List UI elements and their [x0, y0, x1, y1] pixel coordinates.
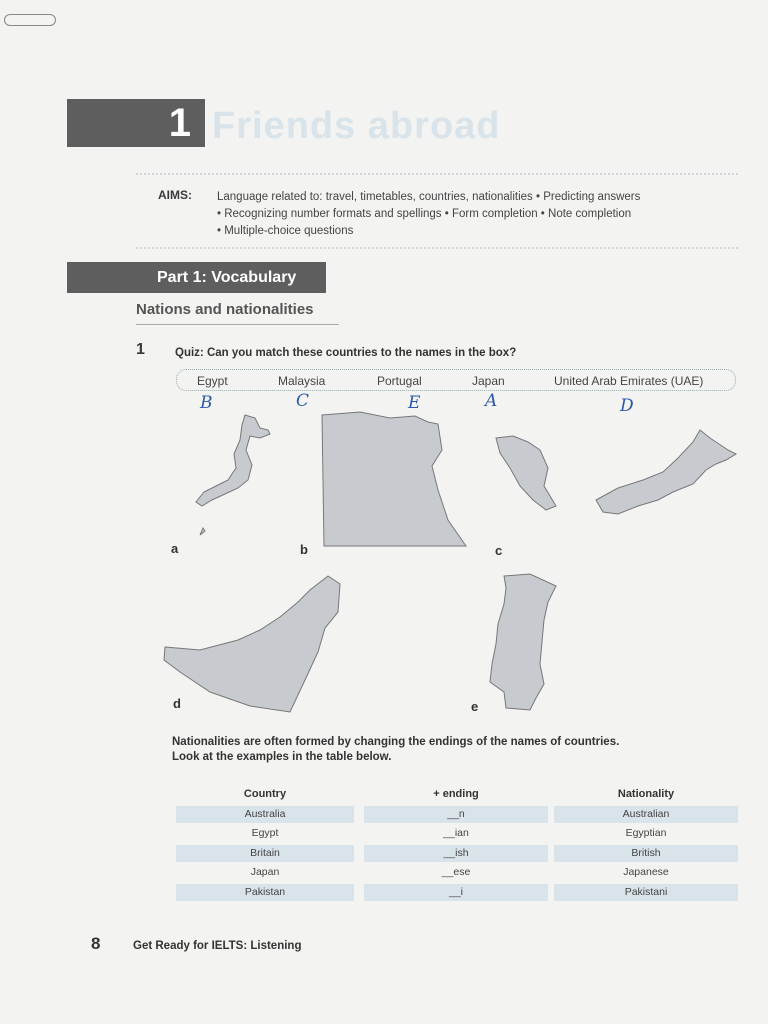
table-row — [176, 845, 738, 865]
country-portugal: Portugal — [377, 374, 422, 388]
chapter-number: 1 — [67, 99, 205, 147]
aims-line: • Recognizing number formats and spellings • Form completion • Note completion — [217, 208, 632, 220]
map-label: a — [171, 541, 179, 556]
table-cell: Japan — [250, 866, 280, 879]
table-row — [176, 806, 738, 826]
map-uae-icon — [160, 572, 345, 717]
table-cell: Australian — [554, 806, 738, 823]
country-uae: United Arab Emirates (UAE) — [554, 374, 704, 388]
table-cell: __ese — [441, 866, 471, 879]
map-japan-icon — [190, 410, 275, 540]
handwritten-answer: C — [296, 391, 310, 411]
table-cell: Britain — [176, 845, 354, 862]
country-malaysia: Malaysia — [278, 374, 326, 388]
question-number: 1 — [136, 341, 145, 358]
table-cell: Pakistani — [554, 884, 738, 901]
table-cell: __ian — [443, 827, 469, 840]
aims-label: AIMS: — [158, 188, 192, 202]
question-text: Quiz: Can you match these countries to the names in the box? — [175, 347, 517, 359]
chapter-title: Friends abroad — [212, 105, 501, 147]
aims-text — [217, 189, 727, 240]
table-header: + ending — [433, 788, 479, 800]
aims-line: Language related to: travel, timetables, countries, nationalities • Predicting answers — [217, 191, 641, 203]
map-portugal-icon — [486, 572, 561, 714]
table-row — [176, 884, 738, 904]
table-cell: __i — [364, 884, 548, 901]
aims-line: • Multiple-choice questions — [217, 225, 354, 237]
table-header: Nationality — [617, 788, 675, 800]
part-title: Part 1: Vocabulary — [67, 262, 326, 293]
handwritten-answer: E — [408, 393, 421, 413]
table-row — [176, 864, 738, 884]
map-malaysia-icon — [488, 428, 743, 523]
country-japan: Japan — [472, 374, 505, 388]
map-label: d — [173, 696, 181, 711]
instructions-line: Look at the examples in the table below. — [172, 751, 392, 763]
page-number: 8 — [91, 934, 101, 953]
handwritten-answer: B — [200, 393, 213, 413]
handwritten-answer: A — [485, 391, 498, 411]
map-egypt-icon — [320, 410, 470, 550]
instructions — [172, 735, 712, 765]
table-row — [176, 825, 738, 845]
map-label: b — [300, 542, 308, 557]
map-label: c — [495, 543, 503, 558]
country-egypt: Egypt — [197, 374, 228, 388]
table-cell: Australia — [176, 806, 354, 823]
section-title: Nations and nationalities — [136, 301, 339, 325]
paperclip-mark — [4, 14, 56, 26]
nationality-table — [176, 786, 738, 904]
table-cell: Pakistan — [176, 884, 354, 901]
table-header: Country — [243, 788, 287, 800]
table-cell: British — [554, 845, 738, 862]
table-cell: __n — [364, 806, 548, 823]
instructions-line: Nationalities are often formed by changing the endings of the names of countries. — [172, 736, 620, 748]
book-title: Get Ready for IELTS: Listening — [133, 940, 302, 952]
table-cell: __ish — [364, 845, 548, 862]
table-header-row — [176, 786, 738, 806]
table-cell: Egyptian — [625, 827, 667, 840]
table-cell: Egypt — [251, 827, 279, 840]
map-label: e — [471, 699, 479, 714]
table-cell: Japanese — [623, 866, 669, 879]
handwritten-answer: D — [620, 396, 634, 416]
